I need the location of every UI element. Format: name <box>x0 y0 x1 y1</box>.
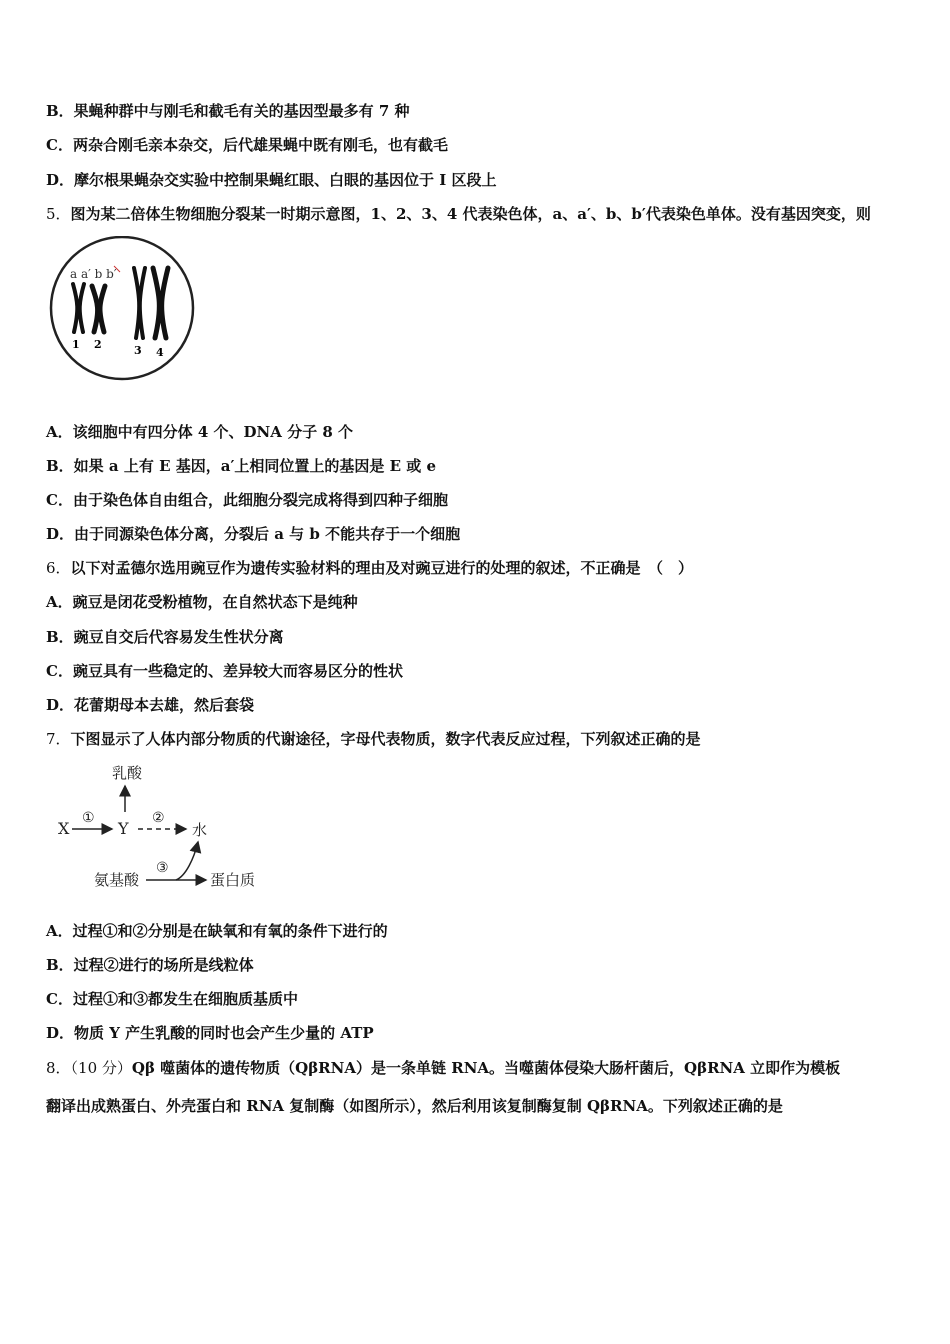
chromosome-label-3: 3 <box>134 344 142 357</box>
water-label: 水 <box>192 821 208 839</box>
process-1-label: ① <box>82 810 95 826</box>
q6-stem <box>46 558 693 578</box>
q5-number: 5． <box>46 205 71 223</box>
q6-stem-text: 以下对孟德尔选用豌豆作为遗传实验材料的理由及对豌豆进行的处理的叙述，不正确是 （ ） <box>70 559 694 577</box>
chromosome-label-4: 4 <box>156 346 164 359</box>
q7-option-c: C．过程①和③都发生在细胞质基质中 <box>46 990 298 1008</box>
q6-option-a: A．豌豆是闭花受粉植物，在自然状态下是纯种 <box>46 593 358 611</box>
chromosome-1 <box>73 284 84 332</box>
q5-option-b: B．如果 a 上有 E 基因，a′上相同位置上的基因是 E 或 e <box>46 457 437 475</box>
q7-option-d: D．物质 Y 产生乳酸的同时也会产生少量的 ATP <box>46 1024 374 1042</box>
chromatid-labels: a a′ b b′ <box>70 267 117 281</box>
q4-option-c: C．两杂合刚毛亲本杂交，后代雄果蝇中既有刚毛，也有截毛 <box>46 136 448 154</box>
chromosome-3 <box>134 268 145 338</box>
q4-option-d: D．摩尔根果蝇杂交实验中控制果蝇红眼、白眼的基因位于 I 区段上 <box>46 171 497 189</box>
q6-option-c: C．豌豆具有一些稳定的、差异较大而容易区分的性状 <box>46 662 403 680</box>
q5-option-a: A．该细胞中有四分体 4 个、DNA 分子 8 个 <box>46 423 353 441</box>
q8-stem-line-2: 翻译出成熟蛋白、外壳蛋白和 RNA 复制酶（如图所示），然后利用该复制酶复制 QβRNA。下列叙述正确的是 <box>46 1097 783 1115</box>
x-label: X <box>58 819 70 838</box>
q6-option-d: D．花蕾期母本去雄，然后套袋 <box>46 696 255 714</box>
protein-label: 蛋白质 <box>210 871 256 889</box>
chromosome-label-2: 2 <box>94 338 102 351</box>
lactic-acid-label: 乳酸 <box>112 764 143 782</box>
q5-stem-text: 图为某二倍体生物细胞分裂某一时期示意图，1、2、3、4 代表染色体，a、a′、b、b′代表染色单体。没有基因突变，则 <box>70 205 871 223</box>
cell-division-figure <box>48 236 200 386</box>
q8-number: 8． <box>46 1059 71 1077</box>
q8-score: （10 分） <box>70 1059 132 1077</box>
chromosome-4 <box>153 268 168 338</box>
q6-option-b: B．豌豆自交后代容易发生性状分离 <box>46 628 284 646</box>
metabolism-pathway-figure <box>52 758 272 896</box>
q8-stem-text-1: Qβ 噬菌体的遗传物质（QβRNA）是一条单链 RNA。当噬菌体侵染大肠杆菌后，QβRNA 立即作为模板 <box>131 1059 841 1077</box>
q7-number: 7． <box>46 730 71 748</box>
q5-stem <box>46 204 871 224</box>
q7-option-b: B．过程②进行的场所是线粒体 <box>46 956 254 974</box>
chromosome-2 <box>92 286 105 332</box>
chromosome-label-1: 1 <box>72 338 80 351</box>
q5-option-d: D．由于同源染色体分离，分裂后 a 与 b 不能共存于一个细胞 <box>46 525 461 543</box>
q8-stem-line-1 <box>46 1058 840 1078</box>
q7-option-a: A．过程①和②分别是在缺氧和有氧的条件下进行的 <box>46 922 388 940</box>
q5-option-c: C．由于染色体自由组合，此细胞分裂完成将得到四种子细胞 <box>46 491 448 509</box>
q7-stem <box>46 729 701 749</box>
y-label: Y <box>118 819 129 838</box>
q4-option-b: B．果蝇种群中与刚毛和截毛有关的基因型最多有 7 种 <box>46 102 410 120</box>
amino-acid-label: 氨基酸 <box>94 871 140 889</box>
process-3-label: ③ <box>156 860 169 876</box>
q6-number: 6． <box>46 559 71 577</box>
q7-stem-text: 下图显示了人体内部分物质的代谢途径，字母代表物质，数字代表反应过程，下列叙述正确的是 <box>70 730 701 748</box>
process-2-label: ② <box>152 810 165 826</box>
